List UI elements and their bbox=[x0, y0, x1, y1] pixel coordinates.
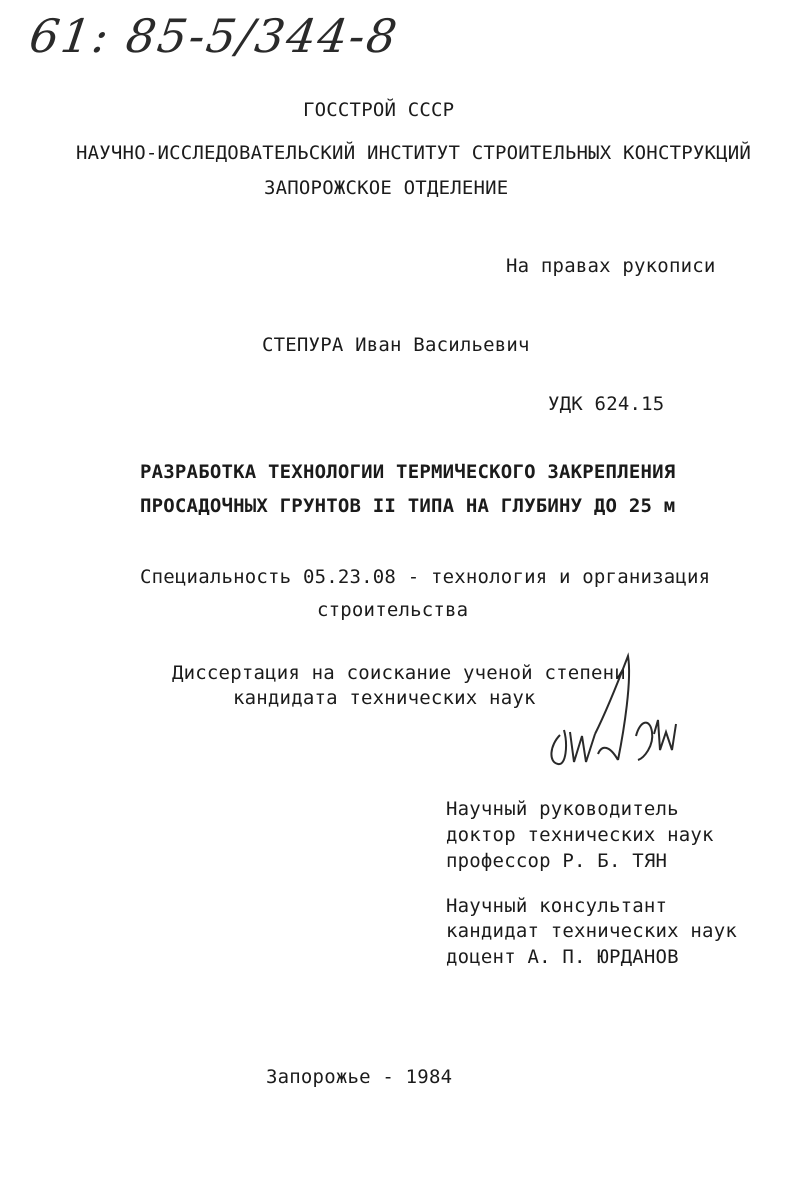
place-and-year: Запорожье - 1984 bbox=[266, 1066, 453, 1088]
supervisor-degree: доктор технических наук bbox=[446, 824, 714, 846]
manuscript-rights: На правах рукописи bbox=[506, 255, 716, 277]
archive-mark: 61: 85-5/344-8 bbox=[26, 9, 402, 63]
consultant-degree: кандидат технических наук bbox=[446, 920, 737, 942]
dissertation-line-2: кандидата технических наук bbox=[233, 687, 536, 709]
dissertation-line-1: Диссертация на соискание ученой степени bbox=[172, 662, 626, 684]
institute-name: НАУЧНО-ИССЛЕДОВАТЕЛЬСКИЙ ИНСТИТУТ СТРОИТЕЛЬНЫХ КОНСТРУКЦИЙ bbox=[76, 142, 752, 164]
consultant-name: доцент А. П. ЮРДАНОВ bbox=[446, 946, 679, 968]
supervisor-role: Научный руководитель bbox=[446, 798, 679, 820]
supervisor-name: профессор Р. Б. ТЯН bbox=[446, 850, 668, 872]
signature-mark bbox=[540, 650, 700, 800]
thesis-title-line-1: РАЗРАБОТКА ТЕХНОЛОГИИ ТЕРМИЧЕСКОГО ЗАКРЕПЛЕНИЯ bbox=[140, 461, 676, 483]
udc-code: УДК 624.15 bbox=[548, 393, 665, 415]
author-name: СТЕПУРА Иван Васильевич bbox=[262, 334, 530, 356]
specialty-line-2: строительства bbox=[317, 599, 469, 621]
consultant-role: Научный консультант bbox=[446, 895, 668, 917]
specialty-line-1: Специальность 05.23.08 - технология и организация bbox=[140, 566, 711, 588]
branch-name: ЗАПОРОЖСКОЕ ОТДЕЛЕНИЕ bbox=[264, 177, 509, 199]
thesis-title-line-2: ПРОСАДОЧНЫХ ГРУНТОВ II ТИПА НА ГЛУБИНУ ДО 25 м bbox=[140, 495, 676, 517]
org-name: ГОССТРОЙ СССР bbox=[303, 99, 455, 121]
